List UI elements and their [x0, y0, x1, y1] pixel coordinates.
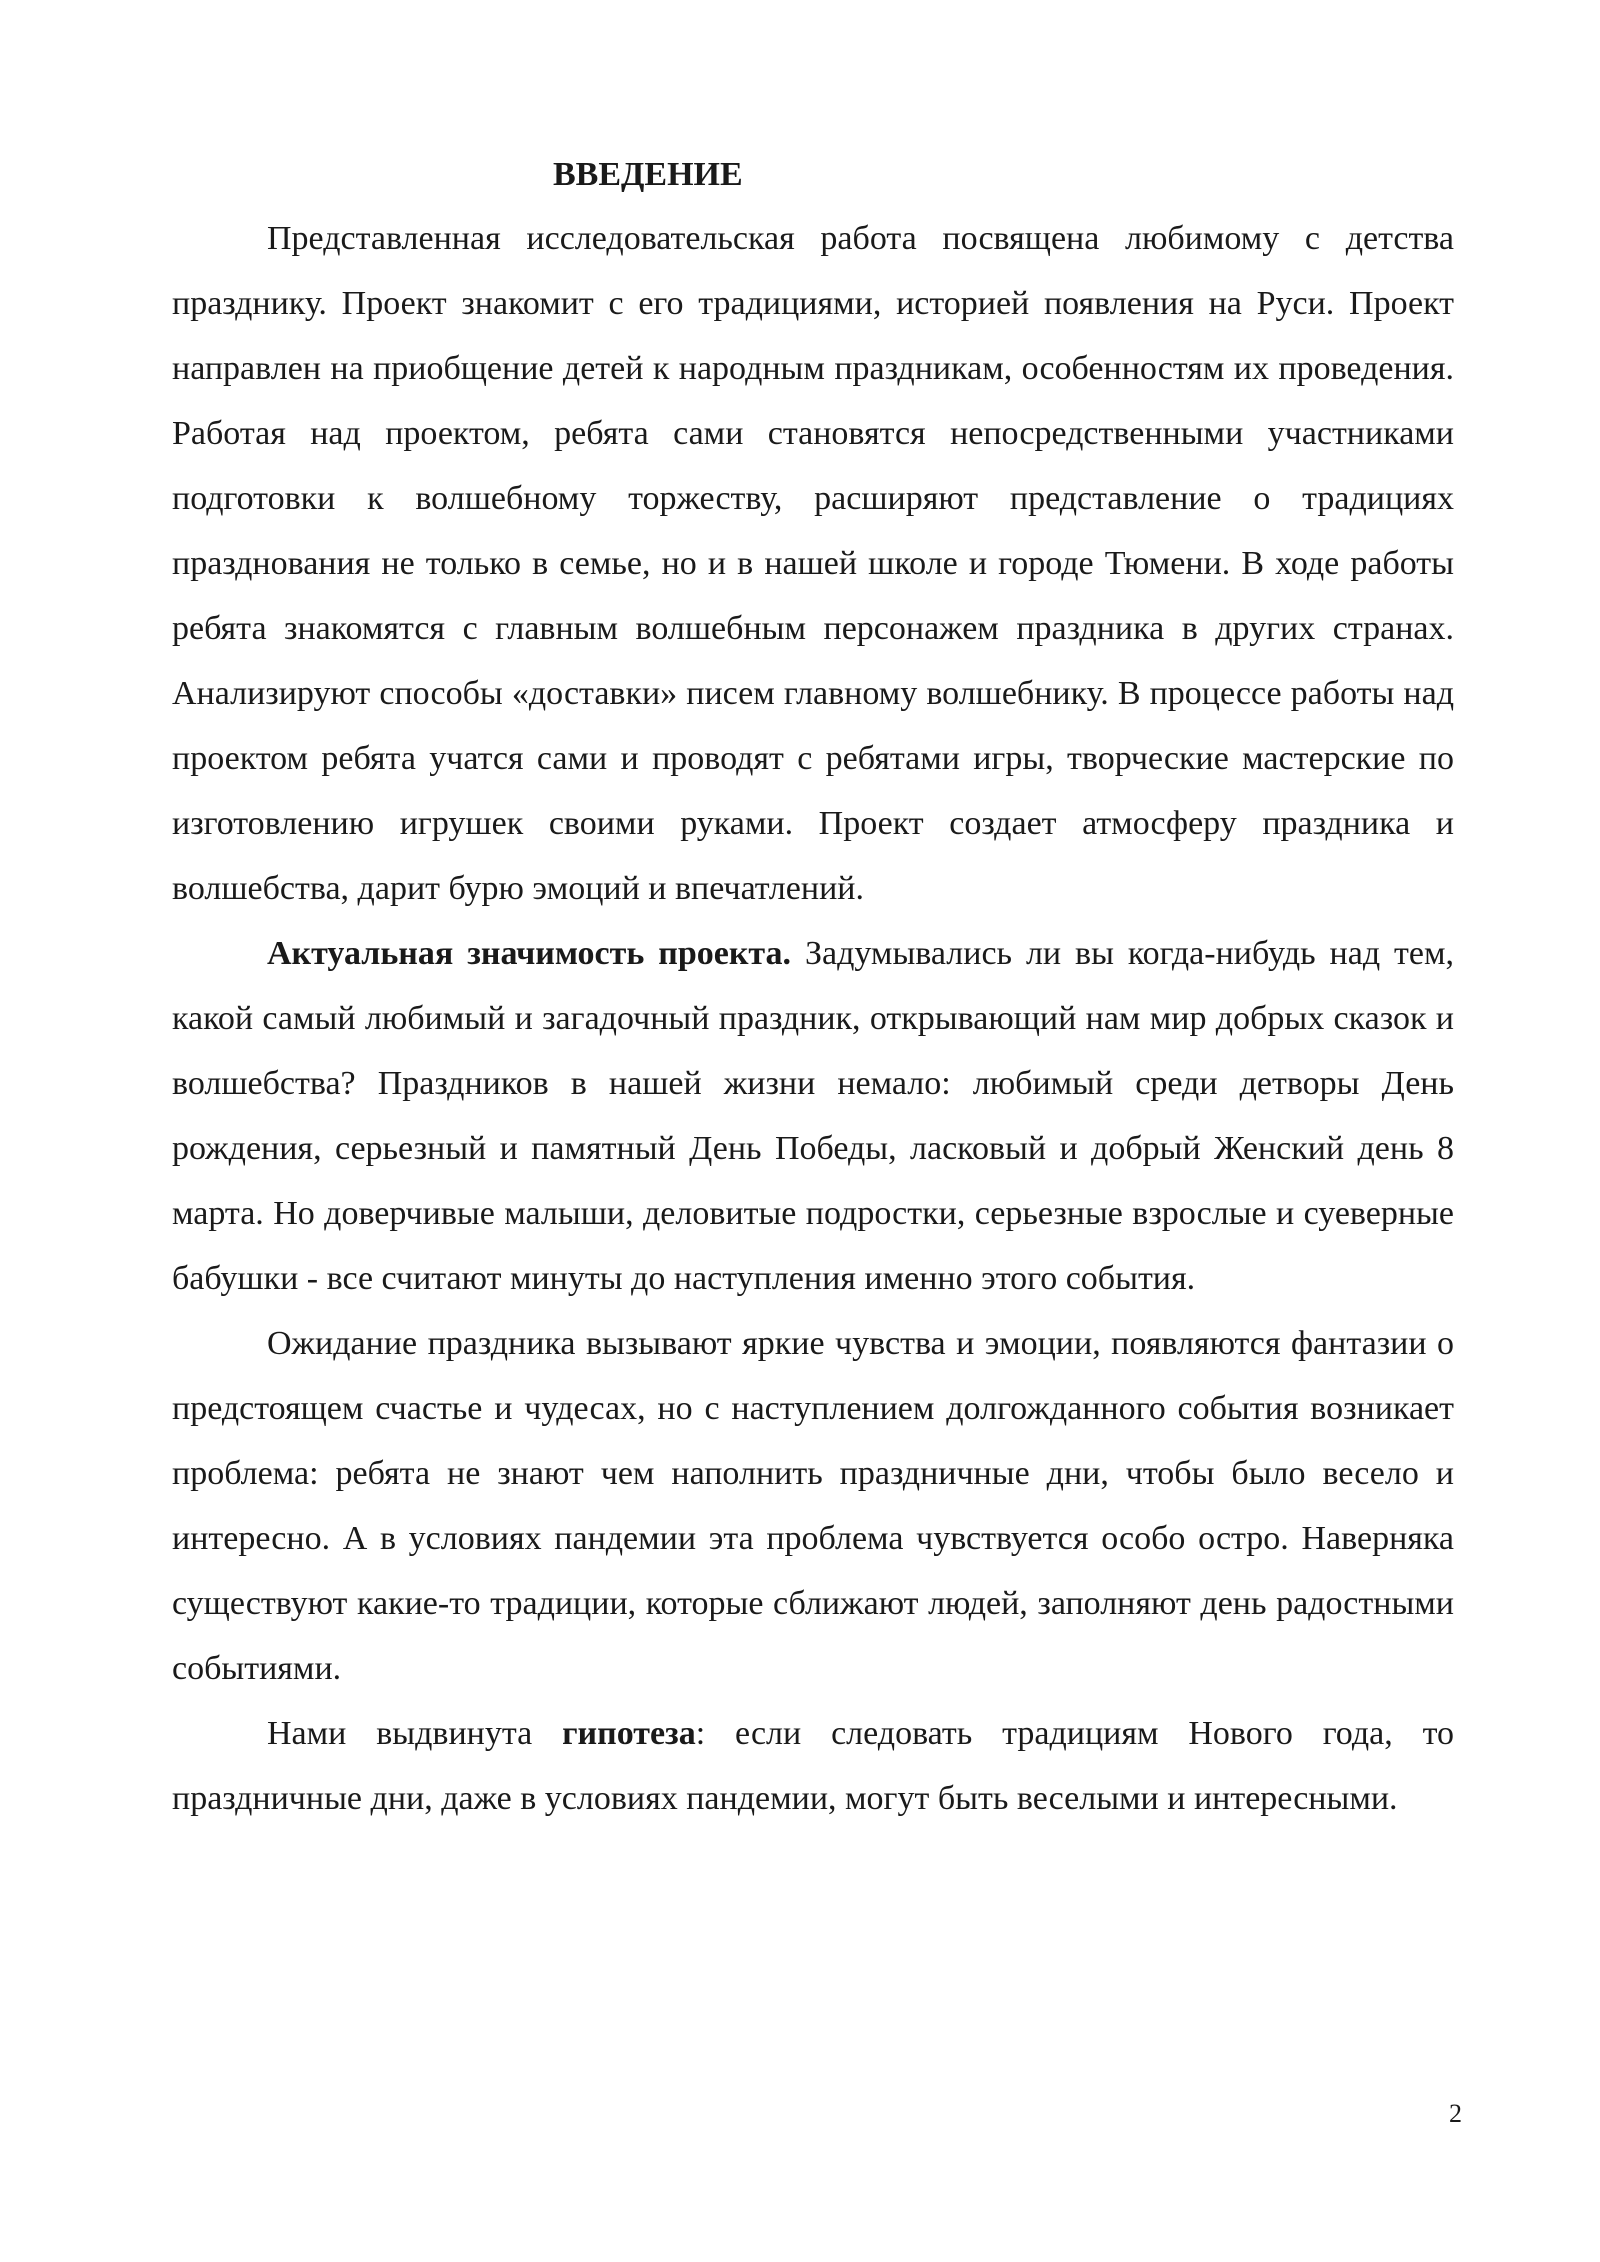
- section-heading: ВВЕДЕНИЕ: [553, 156, 743, 193]
- hypothesis-label: гипотеза: [562, 1715, 696, 1752]
- paragraph-hypothesis: [172, 1701, 1454, 1831]
- hypothesis-text: : если следовать традициям Нового года, то праздничные дни, даже в условиях пандемии, могут быть веселыми и интересными.: [172, 1715, 1454, 1817]
- hypothesis-prefix: Нами выдвинута: [267, 1715, 563, 1752]
- paragraph-relevance: [172, 921, 1454, 1311]
- paragraph-expectation: Ожидание праздника вызывают яркие чувства и эмоции, появляются фантазии о предстоящем счастье и чудесах, но с наступлением долгожданного события возникает проблема: ребята не знают чем наполнить праздничные дни, чтобы было весело и интересно. А в условиях пандемии эта проблема чувствуется особо остро. Наверняка существуют какие-то традиции, которые сближают людей, заполняют день радостными событиями.: [172, 1325, 1454, 1687]
- relevance-text: Задумывались ли вы когда-нибудь над тем, какой самый любимый и загадочный праздник, открывающий нам мир добрых сказок и волшебства? Праздников в нашей жизни немало: любимый среди детворы День рождения, серьезный и памятный День Победы, ласковый и добрый Женский день 8 марта. Но доверчивые малыши, деловитые подростки, серьезные взрослые и суеверные бабушки - все считают минуты до наступления именно этого события.: [172, 935, 1454, 1297]
- page-number: 2: [1449, 2099, 1462, 2128]
- relevance-label: Актуальная значимость проекта.: [267, 935, 792, 972]
- paragraph-intro: Представленная исследовательская работа посвящена любимому с детства празднику. Проект знакомит с его традициями, историей появления на Руси. Проект направлен на приобщение детей к народным праздникам, особенностям их проведения. Работая над проектом, ребята сами становятся непосредственными участниками подготовки к волшебному торжеству, расширяют представление о традициях празднования не только в семье, но и в нашей школе и городе Тюмени. В ходе работы ребята знакомятся с главным волшебным персонажем праздника в других странах. Анализируют способы «доставки» писем главному волшебнику. В процессе работы над проектом ребята учатся сами и проводят с ребятами игры, творческие мастерские по изготовлению игрушек своими руками. Проект создает атмосферу праздника и волшебства, дарит бурю эмоций и впечатлений.: [172, 220, 1454, 907]
- document-body: [172, 150, 1454, 1831]
